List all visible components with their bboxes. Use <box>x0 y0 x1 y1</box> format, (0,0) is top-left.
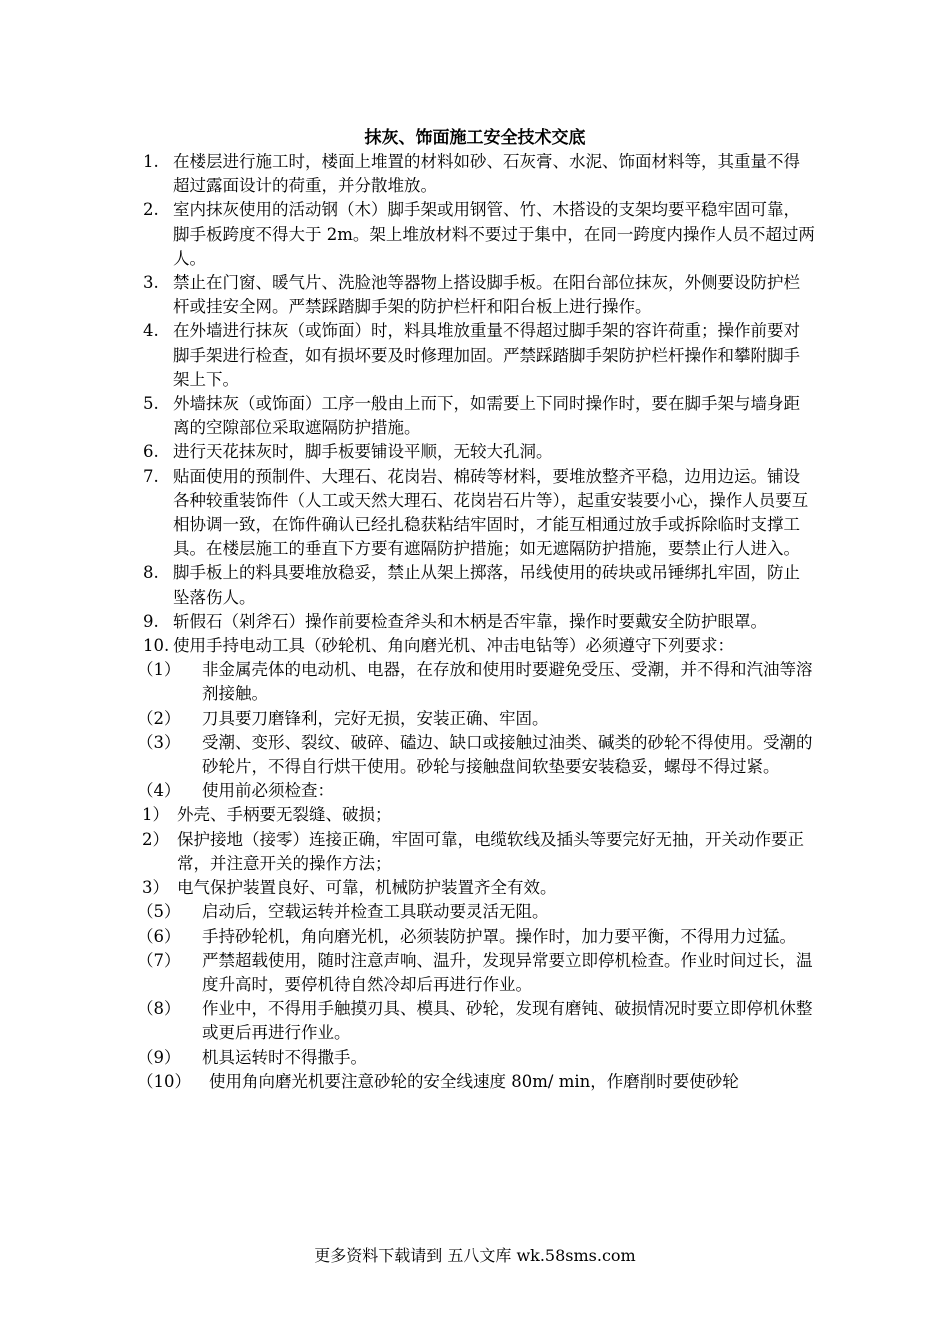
sub-list-item <box>137 1046 815 1070</box>
list-item <box>143 319 815 392</box>
list-item <box>143 465 815 562</box>
check-item <box>142 876 815 900</box>
item-number: 1. <box>143 152 159 171</box>
sub-list-item <box>137 731 815 779</box>
item-text: 禁止在门窗、暖气片、洗脸池等器物上搭设脚手板。在阳台部位抹灰，外侧要设防护栏杆或挂安全网。严禁踩踏脚手架的防护栏杆和阳台板上进行操作。 <box>173 273 800 317</box>
list-item <box>143 271 815 319</box>
list-item <box>143 150 815 198</box>
sub-item-text: 机具运转时不得撒手。 <box>202 1047 367 1067</box>
sub-item-number: （1） <box>137 660 181 680</box>
document-title: 抹灰、饰面施工安全技术交底 <box>364 128 586 148</box>
page-footer: 更多资料下载请到 五八文库 wk.58sms.com <box>314 1246 636 1265</box>
sub-item-number: （6） <box>137 926 181 946</box>
sub-item-number: （2） <box>137 708 181 728</box>
sub-list-item <box>137 925 815 949</box>
list-item <box>143 198 815 271</box>
item-number: 6. <box>143 442 159 462</box>
item-number: 9. <box>143 611 159 631</box>
item-number: 7. <box>143 466 159 486</box>
sub-item-text: 受潮、变形、裂纹、破碎、磕边、缺口或接触过油类、碱类的砂轮不得使用。受潮的砂轮片，不得自行烘干使用。砂轮与接触盘间软垫要安装稳妥，螺母不得过紧。 <box>202 732 813 777</box>
sub-item-number: （5） <box>137 902 181 922</box>
list-item <box>143 610 815 634</box>
check-number: 3） <box>142 878 169 898</box>
sub-item-text: 手持砂轮机，角向磨光机，必须装防护罩。操作时，加力要平衡，不得用力过猛。 <box>202 926 796 946</box>
item-text: 室内抹灰使用的活动钢（木）脚手架或用钢管、竹、木搭设的支架均要平稳牢固可靠，脚手板跨度不得大于 2m。架上堆放材料不要过于集中，在同一跨度内操作人员不超过两人。 <box>173 200 815 268</box>
sub-list-item <box>137 949 815 997</box>
check-number: 2） <box>142 829 169 849</box>
check-number: 1） <box>142 805 169 825</box>
item-number: 8. <box>143 563 159 583</box>
document-body <box>137 150 815 1094</box>
check-text: 电气保护装置良好、可靠，机械防护装置齐全有效。 <box>177 878 557 898</box>
item-text: 在楼层进行施工时，楼面上堆置的材料如砂、石灰膏、水泥、饰面材料等，其重量不得超过露面设计的荷重，并分散堆放。 <box>173 152 800 196</box>
sub-list-item <box>137 779 815 803</box>
list-item <box>143 392 815 440</box>
check-item <box>142 828 815 876</box>
item-text: 使用手持电动工具（砂轮机、角向磨光机、冲击电钻等）必须遵守下列要求： <box>173 636 734 656</box>
item-text: 外墙抹灰（或饰面）工序一般由上而下，如需要上下同时操作时，要在脚手架与墙身距离的空隙部位采取遮隔防护措施。 <box>173 394 800 438</box>
sub-item-text: 严禁超载使用，随时注意声响、温升，发现异常要立即停机检查。作业时间过长，温度升高时，要停机待自然冷却后再进行作业。 <box>202 950 813 994</box>
sub-list-item <box>137 658 815 706</box>
sub-list-item <box>137 1070 815 1094</box>
item-text: 贴面使用的预制件、大理石、花岗岩、棉砖等材料，要堆放整齐平稳，边用边运。铺设各种较重装饰件（人工或天然大理石、花岗岩石片等），起重安装要小心，操作人员要互相协调一致，在饰件确认已经扎稳获粘结牢固时，才能互相通过放手或拆除临时支撑工具。在楼层施工的垂直下方要有遮隔防护措施；如无遮隔防护措施，要禁止行人进入。 <box>173 466 809 559</box>
item-number: 3. <box>143 273 159 293</box>
check-text: 外壳、手柄要无裂缝、破损； <box>177 805 392 825</box>
sub-item-text: 非金属壳体的电动机、电器，在存放和使用时要避免受压、受潮，并不得和汽油等溶剂接触。 <box>202 660 813 704</box>
check-text: 保护接地（接零）连接正确，牢固可靠，电缆软线及插头等要完好无抽，开关动作要正常，并注意开关的操作方法； <box>177 829 804 873</box>
item-text: 进行天花抹灰时，脚手板要铺设平顺，无较大孔洞。 <box>173 442 553 462</box>
item-number: 10. <box>143 636 170 656</box>
sub-item-text: 作业中，不得用手触摸刃具、模具、砂轮，发现有磨钝、破损情况时要立即停机休整或更后再进行作业。 <box>202 999 813 1043</box>
list-item <box>143 634 815 658</box>
sub-list-item <box>137 707 815 731</box>
sub-item-number: （3） <box>137 732 181 752</box>
list-item <box>143 440 815 464</box>
item-text: 在外墙进行抹灰（或饰面）时，料具堆放重量不得超过脚手架的容许荷重；操作前要对脚手架进行检查，如有损坏要及时修理加固。严禁踩踏脚手架防护栏杆操作和攀附脚手架上下。 <box>173 321 800 389</box>
sub-item-number: （8） <box>137 999 181 1019</box>
item-text: 脚手板上的料具要堆放稳妥，禁止从架上掷落，吊线使用的砖块或吊锤绑扎牢固，防止坠落伤人。 <box>173 563 800 607</box>
item-text: 斩假石（剁斧石）操作前要检查斧头和木柄是否牢靠，操作时要戴安全防护眼罩。 <box>173 611 767 631</box>
item-number: 4. <box>143 321 159 341</box>
sub-list-item <box>137 900 815 924</box>
list-item <box>143 561 815 609</box>
sub-item-text: 启动后，空载运转并检查工具联动要灵活无阻。 <box>202 902 549 922</box>
sub-item-text: 使用角向磨光机要注意砂轮的安全线速度 80m/ min，作磨削时要使砂轮 <box>209 1071 739 1091</box>
sub-item-text: 使用前必须检查： <box>202 781 334 801</box>
sub-item-number: （10） <box>137 1071 191 1091</box>
check-item <box>142 803 815 827</box>
item-number: 2. <box>143 200 159 220</box>
sub-list-item <box>137 997 815 1045</box>
sub-item-text: 刀具要刀磨锋利，完好无损，安装正确、牢固。 <box>202 708 549 728</box>
item-number: 5. <box>143 394 159 414</box>
sub-item-number: （7） <box>137 950 181 970</box>
sub-item-number: （4） <box>137 781 181 801</box>
sub-item-number: （9） <box>137 1047 181 1067</box>
